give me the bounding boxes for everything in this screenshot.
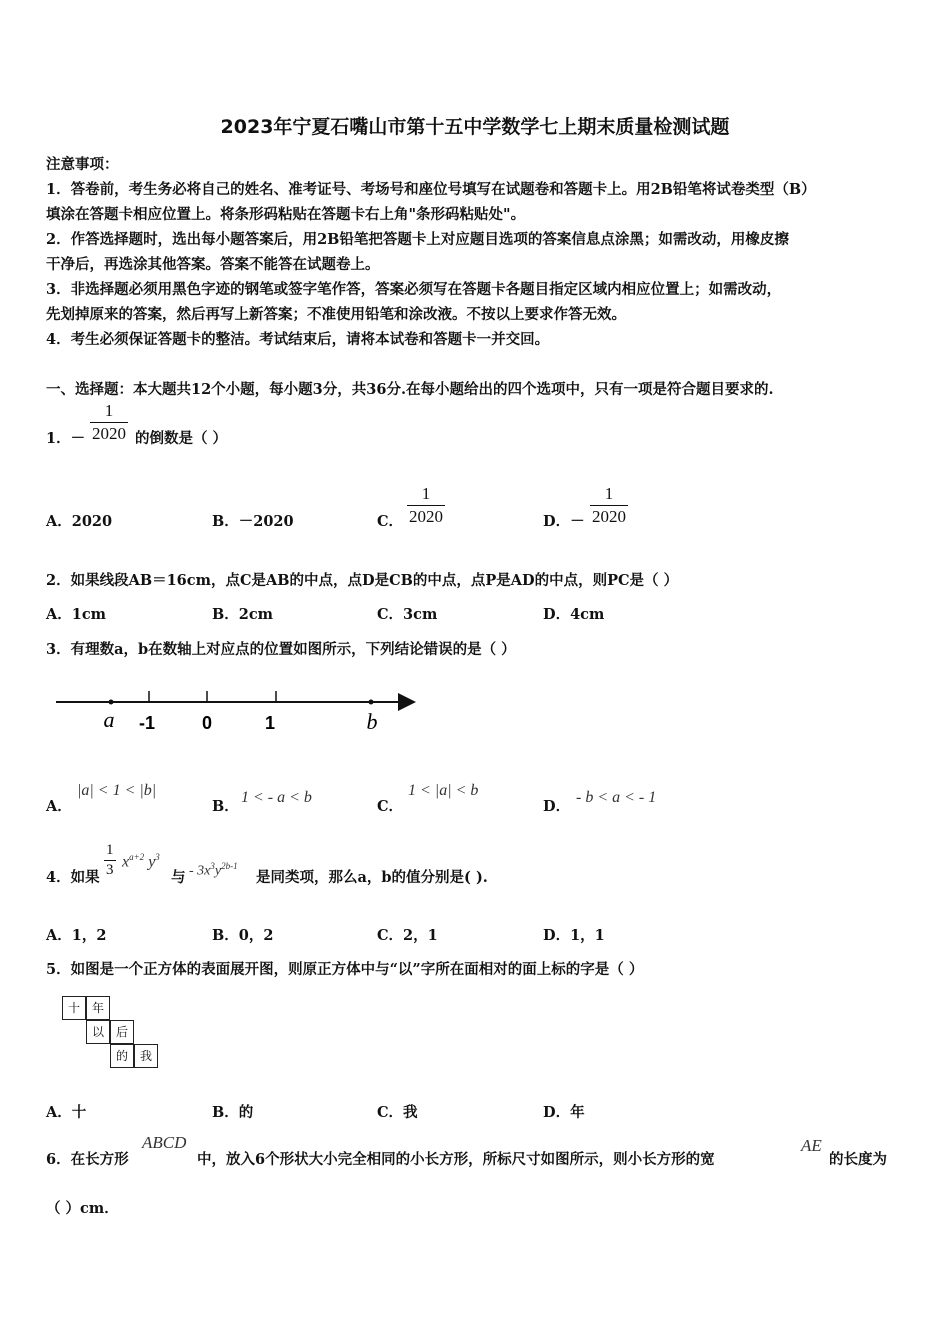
label-1: 1	[264, 713, 276, 733]
notice-heading: 注意事项：	[46, 156, 119, 173]
cube-net-cell-nian: 年	[86, 996, 110, 1020]
q2-option-c: C．3cm	[377, 606, 438, 623]
section-heading: 一、选择题：本大题共12个小题，每小题3分，共36分.在每小题给出的四个选项中，只有一项是符合题目要求的.	[46, 381, 774, 398]
cube-net-cell-shi: 十	[62, 996, 86, 1020]
q1-option-d-label: D．－	[543, 513, 585, 530]
notice-item-1-line-2: 填涂在答题卡相应位置上。将条形码粘贴在答题卡右上角"条形码粘贴处"。	[46, 206, 526, 223]
q4-term-2-x-exponent: 3	[210, 861, 215, 871]
q5-option-a: A．十	[46, 1104, 87, 1121]
q4-term-1-y-exponent: 3	[155, 852, 160, 862]
q6-middle: 中，放入6个形状大小完全相同的小长方形，所标尺寸如图所示，则小长方形的宽	[197, 1151, 715, 1168]
label-a: a	[103, 707, 115, 732]
q4-option-c: C．2，1	[377, 927, 438, 944]
q4-fraction-denominator: 3	[106, 862, 114, 878]
q1-option-c-fraction	[407, 484, 445, 527]
q4-option-d: D．1，1	[543, 927, 605, 944]
q1-option-d-fraction	[590, 484, 628, 527]
q1-option-c-denominator: 2020	[409, 507, 443, 526]
q4-term-1-y: y	[148, 853, 156, 871]
page-title: 2023年宁夏石嘴山市第十五中学数学七上期末质量检测试题	[220, 116, 730, 138]
q6-math-ae: AE	[801, 1136, 822, 1155]
number-line-figure	[54, 686, 424, 741]
q1-option-d-denominator: 2020	[592, 507, 626, 526]
q4-mid: 与	[171, 869, 186, 886]
q4-suffix: 是同类项，那么a，b的值分别是( ).	[256, 869, 488, 886]
q3-option-a-label: A．	[46, 798, 72, 815]
q4-term-2-x: - 3x	[189, 863, 211, 879]
notice-item-2-line-2: 干净后，再选涂其他答案。答案不能答在试题卷上。	[46, 256, 380, 273]
fraction-bar	[407, 505, 445, 506]
q5-option-d: D．年	[543, 1104, 585, 1121]
q4-term-1-x: x	[122, 853, 130, 871]
q1-prefix: 1．－	[46, 430, 86, 447]
point-a-dot	[109, 700, 114, 705]
q3-option-d-label: D．	[543, 798, 571, 815]
q1-fraction-numerator: 1	[104, 401, 114, 420]
q3-option-c-math: 1 < |a| < b	[408, 782, 479, 799]
point-b-dot	[369, 700, 374, 705]
q1-fraction-denominator: 2020	[92, 424, 126, 443]
notice-item-4: 4．考生必须保证答题卡的整洁。考试结束后，请将本试卷和答题卡一并交回。	[46, 331, 550, 348]
q6-math-abcd: ABCD	[142, 1133, 187, 1152]
q4-term-2	[189, 861, 238, 880]
q6-line-2: （ ）cm．	[46, 1200, 119, 1217]
q2-option-a: A．1cm	[46, 606, 107, 623]
label-minus-1: -1	[138, 713, 156, 733]
label-0: 0	[201, 713, 213, 733]
q6-prefix: 6．在长方形	[46, 1151, 129, 1168]
q3-option-a-math: |a| < 1 < |b|	[77, 782, 157, 799]
notice-item-3-line-2: 先划掉原来的答案，然后再写上新答案；不准使用铅笔和涂改液。不按以上要求作答无效。	[46, 306, 626, 323]
fraction-bar	[590, 505, 628, 506]
q5-option-b: B．的	[212, 1104, 254, 1121]
q1-option-b: B．－2020	[212, 513, 294, 530]
q3-option-b-label: B．	[212, 798, 239, 815]
q1-option-c-label: C．	[377, 513, 404, 530]
q3-option-c-label: C．	[377, 798, 404, 815]
q1-fraction	[90, 401, 128, 444]
q4-term-2-y: y	[214, 863, 222, 879]
cube-net-cell-wo: 我	[134, 1044, 158, 1068]
notice-item-1-line-1: 1．答卷前，考生务必将自己的姓名、准考证号、考场号和座位号填写在试题卷和答题卡上。用2B铅笔将试卷类型（B）	[46, 181, 816, 198]
q2-option-d: D．4cm	[543, 606, 605, 623]
cube-net-cell-yi: 以	[86, 1020, 110, 1044]
q4-fraction-numerator: 1	[106, 842, 114, 858]
q2-text: 2．如果线段AB＝16cm，点C是AB的中点，点D是CB的中点，点P是AD的中点，则PC是（ ）	[46, 572, 679, 589]
q4-prefix: 4．如果	[46, 869, 100, 886]
q4-option-b: B．0，2	[212, 927, 274, 944]
q2-option-b: B．2cm	[212, 606, 274, 623]
q1-option-d-numerator: 1	[604, 484, 614, 503]
q3-option-d-math: - b < a < - 1	[576, 789, 657, 806]
q4-term-1	[122, 852, 160, 871]
fraction-bar	[90, 422, 128, 423]
cube-net-cell-hou: 后	[110, 1020, 134, 1044]
notice-item-3-line-1: 3．非选择题必须用黑色字迹的钢笔或签字笔作答，答案必须写在答题卡各题目指定区域内相应位置上；如需改动，	[46, 281, 782, 298]
q4-fraction	[104, 842, 116, 879]
q4-term-2-y-exponent: 2b-1	[221, 861, 238, 871]
q3-text: 3．有理数a，b在数轴上对应点的位置如图所示，下列结论错误的是（ ）	[46, 641, 516, 658]
q1-suffix: 的倒数是（ ）	[135, 430, 228, 447]
cube-net-cell-de: 的	[110, 1044, 134, 1068]
q3-option-b-math: 1 < - a < b	[241, 789, 312, 806]
q5-text: 5．如图是一个正方体的表面展开图，则原正方体中与“以”字所在面相对的面上标的字是（ ）	[46, 961, 644, 978]
q1-option-c-numerator: 1	[421, 484, 431, 503]
q5-option-c: C．我	[377, 1104, 418, 1121]
label-b: b	[366, 709, 378, 734]
q1-option-a: A．2020	[46, 513, 113, 530]
fraction-bar	[104, 860, 116, 861]
q4-option-a: A．1，2	[46, 927, 107, 944]
number-line-arrow	[398, 693, 416, 711]
q4-term-1-x-exponent: a+2	[129, 852, 145, 862]
notice-item-2-line-1: 2．作答选择题时，选出每小题答案后，用2B铅笔把答题卡上对应题目选项的答案信息点涂黑；如需改动，用橡皮擦	[46, 231, 789, 248]
q6-suffix: 的长度为	[829, 1151, 887, 1168]
